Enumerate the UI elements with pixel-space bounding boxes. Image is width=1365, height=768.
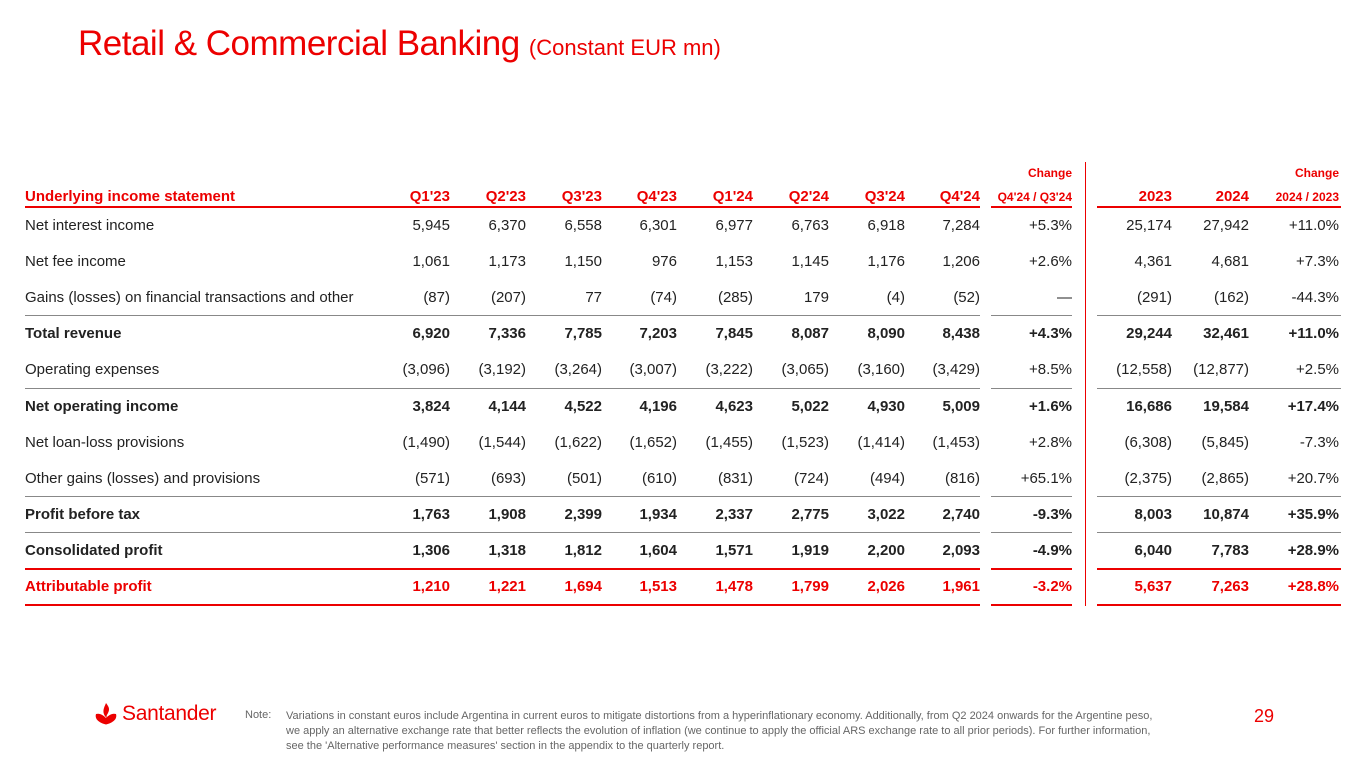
row-value-quarter: (831)	[717, 469, 753, 487]
row-value-quarter: (3,065)	[781, 361, 829, 379]
row-value-quarter: 2,740	[942, 505, 980, 523]
row-value-quarter: 6,977	[715, 217, 753, 234]
row-value-quarter: 8,438	[942, 325, 980, 343]
column-header-quarter: Q2'23	[485, 188, 526, 205]
row-year-change: +7.3%	[1296, 253, 1339, 271]
row-value-quarter: 1,478	[715, 578, 753, 595]
table-row	[25, 497, 1341, 533]
table-row	[25, 389, 1341, 425]
row-value-quarter: (3,264)	[554, 361, 602, 379]
table-row	[25, 352, 1341, 388]
quarter-change-label: Change	[1027, 166, 1072, 180]
page-number: 29	[1254, 706, 1275, 726]
row-year-change: +35.9%	[1287, 505, 1339, 523]
row-value-quarter: 4,522	[564, 397, 602, 415]
row-value-quarter: 6,558	[564, 217, 602, 234]
row-value-year: 7,263	[1211, 578, 1249, 595]
table-row	[25, 280, 1341, 316]
row-value-quarter: (1,490)	[402, 433, 450, 451]
row-quarter-change: -4.9%	[1032, 541, 1072, 559]
row-value-year: (5,845)	[1201, 433, 1249, 451]
row-value-quarter: 5,009	[942, 397, 980, 415]
row-year-change: +11.0%	[1288, 325, 1339, 343]
row-value-year: (6,308)	[1124, 433, 1172, 451]
column-header-quarter: Q4'24	[939, 188, 980, 205]
row-year-change: +17.4%	[1287, 397, 1339, 415]
row-quarter-change: +65.1%	[1020, 469, 1072, 487]
column-header-label: Underlying income statement	[25, 188, 236, 205]
row-value-quarter: (207)	[490, 289, 526, 307]
row-label: Net fee income	[25, 253, 126, 271]
row-quarter-change: +1.6%	[1029, 397, 1072, 415]
row-value-quarter: (501)	[566, 469, 602, 487]
row-label: Consolidated profit	[25, 541, 163, 559]
row-value-quarter: 1,571	[715, 541, 753, 559]
row-value-quarter: (4)	[886, 289, 905, 307]
row-label: Net loan-loss provisions	[25, 433, 185, 451]
row-value-quarter: (1,453)	[932, 433, 980, 451]
row-value-quarter: 1,150	[564, 253, 602, 271]
row-label: Other gains (losses) and provisions	[25, 469, 261, 487]
row-value-quarter: (693)	[490, 469, 526, 487]
row-value-year: 32,461	[1203, 325, 1249, 343]
row-value-quarter: (1,544)	[478, 433, 526, 451]
row-value-quarter: 5,945	[412, 217, 450, 234]
row-value-quarter: 1,513	[639, 578, 677, 595]
row-value-quarter: 4,196	[639, 397, 677, 415]
row-value-year: 8,003	[1134, 505, 1172, 523]
row-value-quarter: 6,920	[412, 325, 450, 343]
row-value-year: 27,942	[1203, 217, 1249, 234]
table-row	[25, 569, 1341, 605]
row-rule	[1097, 604, 1341, 606]
row-value-quarter: 3,022	[867, 505, 905, 523]
row-value-quarter: 1,173	[488, 253, 526, 271]
row-value-quarter: 5,022	[791, 397, 829, 415]
row-year-change: +28.8%	[1287, 578, 1339, 595]
row-value-quarter: 7,203	[639, 325, 677, 343]
column-header-quarter: Q2'24	[788, 188, 829, 205]
row-value-quarter: 1,604	[639, 541, 677, 559]
row-value-quarter: 2,026	[867, 578, 905, 595]
row-value-quarter: (1,455)	[705, 433, 753, 451]
row-rule	[991, 604, 1072, 606]
row-quarter-change: +4.3%	[1029, 325, 1072, 343]
row-quarter-change: +2.6%	[1029, 253, 1072, 271]
row-value-year: (12,558)	[1116, 361, 1172, 379]
row-value-quarter: (3,429)	[932, 361, 980, 379]
row-value-quarter: (494)	[869, 469, 905, 487]
row-value-quarter: 7,284	[942, 217, 980, 234]
row-value-quarter: 1,145	[791, 253, 829, 271]
row-label: Operating expenses	[25, 361, 160, 379]
row-label: Net interest income	[25, 217, 155, 234]
row-value-quarter: 4,144	[488, 397, 526, 415]
row-value-quarter: 6,918	[867, 217, 905, 234]
row-value-year: (291)	[1136, 289, 1172, 307]
row-value-quarter: (1,414)	[857, 433, 905, 451]
row-quarter-change: -3.2%	[1032, 578, 1072, 595]
row-value-quarter: 2,337	[715, 505, 753, 523]
page-title	[78, 24, 721, 64]
column-header-quarter: Q1'24	[712, 188, 753, 205]
row-label: Profit before tax	[25, 505, 141, 523]
column-header-year: 2023	[1138, 188, 1172, 205]
row-value-quarter: 1,908	[488, 505, 526, 523]
row-value-quarter: 1,919	[791, 541, 829, 559]
row-value-year: 4,361	[1134, 253, 1172, 271]
row-value-quarter: 1,153	[715, 253, 753, 271]
row-value-quarter: 2,093	[942, 541, 980, 559]
table-row	[25, 316, 1341, 352]
row-value-quarter: 1,061	[412, 253, 450, 271]
row-value-quarter: 7,845	[715, 325, 753, 343]
row-value-quarter: 1,206	[942, 253, 980, 271]
table-row	[25, 461, 1341, 497]
row-value-quarter: 8,090	[867, 325, 905, 343]
row-value-quarter: 1,812	[564, 541, 602, 559]
column-header-quarter: Q3'24	[864, 188, 905, 205]
column-header-year-change: 2024 / 2023	[1275, 190, 1339, 204]
row-value-quarter: (3,222)	[705, 361, 753, 379]
row-value-quarter: 1,934	[639, 505, 677, 523]
row-value-quarter: 1,176	[867, 253, 905, 271]
row-value-quarter: 1,318	[488, 541, 526, 559]
row-value-quarter: 6,301	[639, 217, 677, 234]
row-value-quarter: 1,221	[488, 578, 526, 595]
row-value-quarter: (816)	[944, 469, 980, 487]
row-quarter-change: -9.3%	[1032, 505, 1072, 523]
row-value-quarter: 2,200	[867, 541, 905, 559]
row-value-year: 29,244	[1126, 325, 1172, 343]
row-year-change: -44.3%	[1291, 289, 1339, 307]
row-value-quarter: (52)	[953, 289, 980, 307]
row-value-quarter: (3,096)	[402, 361, 450, 379]
row-value-quarter: 8,087	[791, 325, 829, 343]
row-value-quarter: 7,785	[564, 325, 602, 343]
row-label: Attributable profit	[25, 578, 152, 595]
column-header-quarter-change: Q4'24 / Q3'24	[997, 190, 1072, 204]
table-row	[25, 425, 1341, 461]
row-value-quarter: (3,160)	[857, 361, 905, 379]
row-quarter-change: —	[1057, 289, 1072, 307]
row-value-quarter: (87)	[423, 289, 450, 307]
brand-name: Santander	[122, 702, 217, 725]
column-header-quarter: Q1'23	[409, 188, 450, 205]
row-value-quarter: 1,210	[412, 578, 450, 595]
year-change-label: Change	[1294, 166, 1339, 180]
row-value-year: 16,686	[1126, 397, 1172, 415]
row-year-change: +2.5%	[1296, 361, 1339, 379]
row-quarter-change: +2.8%	[1029, 433, 1072, 451]
row-value-quarter: (74)	[650, 289, 677, 307]
row-year-change: +20.7%	[1287, 469, 1339, 487]
row-value-quarter: (1,652)	[629, 433, 677, 451]
row-value-quarter: 6,370	[488, 217, 526, 234]
row-value-quarter: 1,306	[412, 541, 450, 559]
row-value-quarter: 2,399	[564, 505, 602, 523]
row-value-year: 19,584	[1203, 397, 1249, 415]
row-year-change: +28.9%	[1287, 541, 1339, 559]
row-value-quarter: 1,799	[791, 578, 829, 595]
row-value-quarter: 1,763	[412, 505, 450, 523]
title-subtitle: (Constant EUR mn)	[528, 35, 721, 60]
row-value-year: (162)	[1213, 289, 1249, 307]
column-header-year: 2024	[1215, 188, 1249, 205]
santander-flame-icon	[94, 703, 118, 725]
table-row	[25, 533, 1341, 569]
row-value-quarter: 7,336	[488, 325, 526, 343]
row-label: Gains (losses) on financial transactions and other	[25, 289, 354, 307]
row-value-quarter: (724)	[793, 469, 829, 487]
row-value-quarter: 976	[651, 253, 677, 271]
row-value-quarter: 2,775	[791, 505, 829, 523]
title-main: Retail & Commercial Banking	[78, 24, 520, 63]
row-value-year: (12,877)	[1193, 361, 1249, 379]
row-value-quarter: (1,622)	[554, 433, 602, 451]
row-value-quarter: 1,961	[942, 578, 980, 595]
note-label: Note:	[245, 709, 272, 721]
row-value-quarter: (610)	[641, 469, 677, 487]
row-value-quarter: (1,523)	[781, 433, 829, 451]
row-value-quarter: (3,007)	[629, 361, 677, 379]
table-row	[25, 208, 1341, 244]
row-value-quarter: 4,623	[715, 397, 753, 415]
row-value-year: 25,174	[1126, 217, 1172, 234]
note-text: Variations in constant euros include Argentina in current euros to mitigate distortions from a hyperinflationary economy. Additionally, from Q2 2024 onwards for the Argentine peso, we apply an alternative exchange rate that better reflects the evolution of inflation (we continue to apply the official ARS exchange rate to all prior periods). For further information, see the 'Alternative performance measures' section in the appendix to the quarterly report.	[286, 710, 1153, 752]
row-value-quarter: (571)	[414, 469, 450, 487]
row-value-year: 7,783	[1211, 541, 1249, 559]
row-value-quarter: 3,824	[412, 397, 450, 415]
row-value-quarter: 179	[803, 289, 829, 307]
row-value-year: (2,375)	[1124, 469, 1172, 487]
row-label: Total revenue	[25, 325, 122, 343]
row-value-quarter: 4,930	[867, 397, 905, 415]
table-row	[25, 244, 1341, 280]
brand-logo	[94, 702, 216, 726]
row-quarter-change: +5.3%	[1029, 217, 1072, 234]
row-value-year: 4,681	[1211, 253, 1249, 271]
row-rule	[25, 604, 980, 606]
row-label: Net operating income	[25, 397, 179, 415]
row-value-quarter: (3,192)	[478, 361, 526, 379]
row-year-change: -7.3%	[1299, 433, 1339, 451]
row-value-quarter: 1,694	[564, 578, 602, 595]
row-value-quarter: 77	[585, 289, 602, 307]
row-quarter-change: +8.5%	[1029, 361, 1072, 379]
row-value-quarter: (285)	[717, 289, 753, 307]
row-value-year: 10,874	[1203, 505, 1249, 523]
row-value-year: 5,637	[1134, 578, 1172, 595]
row-value-quarter: 6,763	[791, 217, 829, 234]
row-value-year: (2,865)	[1201, 469, 1249, 487]
row-value-year: 6,040	[1134, 541, 1172, 559]
row-year-change: +11.0%	[1288, 217, 1339, 234]
column-header-quarter: Q3'23	[561, 188, 602, 205]
column-header-quarter: Q4'23	[636, 188, 677, 205]
